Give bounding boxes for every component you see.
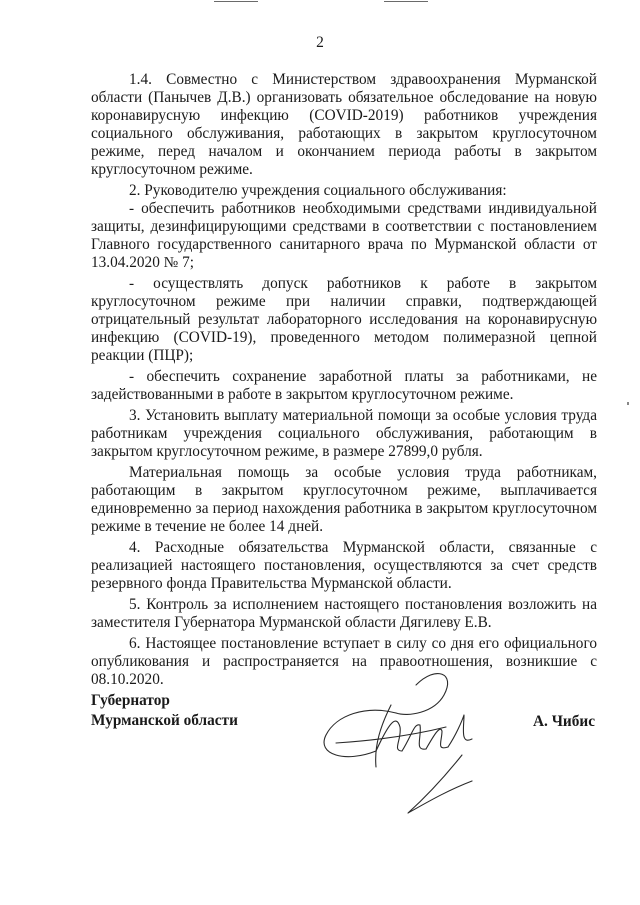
paragraph-3: 3. Установить выплату материальной помощи за особые условия труда работникам учреждения социального обслуживания, работающим в закрытом круглосуточном режиме, в размере 27899,0 рубля. xyxy=(91,407,597,460)
top-edge-marks xyxy=(0,0,640,4)
paragraph-2: 2. Руководителю учреждения социального обслуживания: xyxy=(129,182,507,199)
handwritten-signature-icon xyxy=(296,655,516,825)
signatory-position-line1: Губернатор xyxy=(91,692,170,709)
margin-mark xyxy=(627,402,629,405)
page-number: 2 xyxy=(316,34,324,51)
paragraph-2-item-salary: - обеспечить сохранение заработной платы за работниками, не задействованными в работе в закрытом круглосуточном режиме. xyxy=(91,368,597,403)
paragraph-6: 6. Настоящее постановление вступает в силу со дня его официального опубликования и распространяется на правоотношения, возникшие с 08.10.2020. xyxy=(91,635,597,688)
paragraph-5: 5. Контроль за исполнением настоящего постановления возложить на заместителя Губернатора Мурманской области Дягилеву Е.В. xyxy=(91,596,597,631)
signatory-name: А. Чибис xyxy=(533,713,595,730)
document-body xyxy=(91,71,597,690)
paragraph-2-item-admission: - осуществлять допуск работников к работе в закрытом круглосуточном режиме при наличии справки, подтверждающей отрицательный результат лабораторного исследования на коронавирусную инфекцию (COVID-19), проведенного методом полимеразной цепной реакции (ПЦР); xyxy=(91,275,597,364)
top-edge-mark xyxy=(214,1,258,2)
signatory-position-line2: Мурманской области xyxy=(91,712,238,729)
paragraph-3-material-aid: Материальная помощь за особые условия труда работникам, работающим в закрытом круглосуточном режиме, выплачивается единовременно за период нахождения работника в закрытом круглосуточном режиме в течение не более 14 дней. xyxy=(91,464,597,535)
paragraph-4: 4. Расходные обязательства Мурманской области, связанные с реализацией настоящего постановления, осуществляются за счет средств резервного фонда Правительства Мурманской области. xyxy=(91,539,597,592)
top-edge-mark xyxy=(384,1,428,2)
paragraph-1-4: 1.4. Совместно с Министерством здравоохранения Мурманской области (Панычев Д.В.) организовать обязательное обследование на новую коронавирусную инфекцию (COVID-2019) работников учреждения социального обслуживания, работающих в закрытом круглосуточном режиме, перед началом и окончанием периода работы в закрытом круглосуточном режиме. xyxy=(91,71,597,178)
paragraph-2-item-ppe: - обеспечить работников необходимыми средствами индивидуальной защиты, дезинфицирующими средствами в соответствии с постановлением Главного государственного санитарного врача по Мурманской области от 13.04.2020 № 7; xyxy=(91,200,597,271)
signatory-position xyxy=(91,691,238,731)
